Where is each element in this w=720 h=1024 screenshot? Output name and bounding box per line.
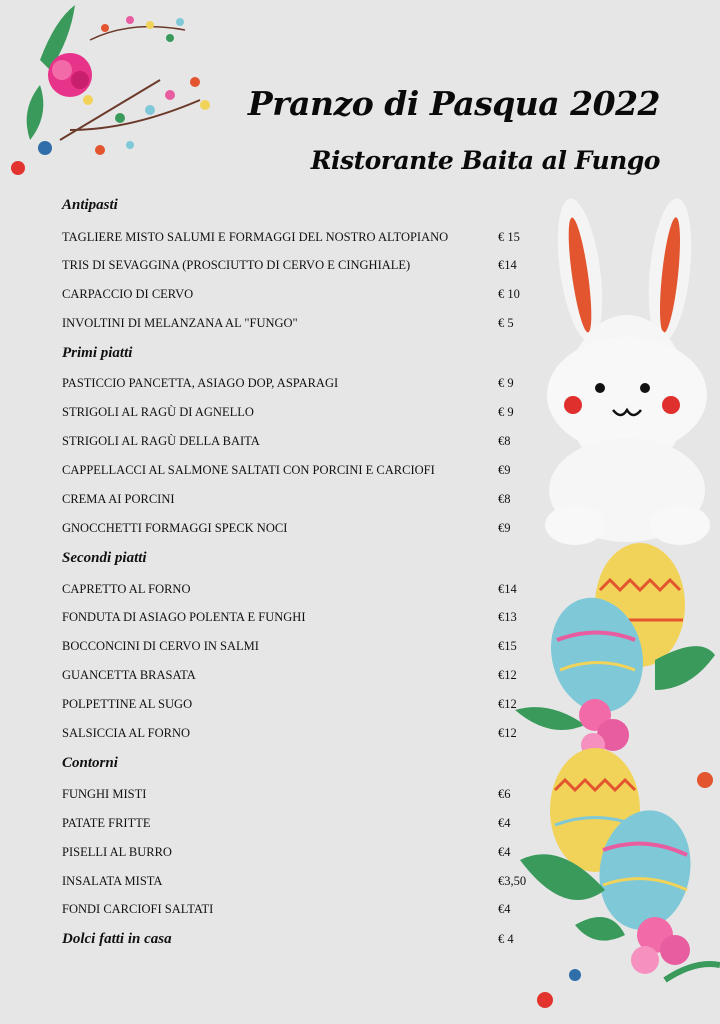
menu-item <box>62 872 532 890</box>
item-name: FONDI CARCIOFI SALTATI <box>62 902 214 916</box>
item-price: €4 <box>498 845 511 859</box>
item-price: €8 <box>498 434 511 448</box>
menu-item <box>62 285 532 303</box>
item-name: FONDUTA DI ASIAGO POLENTA E FUNGHI <box>62 610 306 624</box>
item-name: INVOLTINI DI MELANZANA AL "FUNGO" <box>62 316 298 330</box>
dolci-label: Dolci fatti in casa <box>62 931 172 947</box>
item-name: TAGLIERE MISTO SALUMI E FORMAGGI DEL NOSTRO ALTOPIANO <box>62 230 449 244</box>
item-price: €6 <box>498 787 511 801</box>
restaurant-name: Ristorante Baita al Fungo <box>310 146 660 175</box>
menu-item <box>62 843 532 861</box>
menu-item <box>62 461 532 479</box>
item-name: CAPPELLACCI AL SALMONE SALTATI CON PORCINI E CARCIOFI <box>62 463 435 477</box>
item-name: STRIGOLI AL RAGÙ DI AGNELLO <box>62 405 254 419</box>
menu-item <box>62 490 532 508</box>
item-name: TRIS DI SEVAGGINA (PROSCIUTTO DI CERVO E CINGHIALE) <box>62 258 411 272</box>
menu-item <box>62 814 532 832</box>
item-name: CAPRETTO AL FORNO <box>62 582 191 596</box>
menu-item <box>62 637 532 655</box>
menu-item <box>62 695 532 713</box>
item-name: STRIGOLI AL RAGÙ DELLA BAITA <box>62 434 260 448</box>
item-price: € 5 <box>498 316 514 330</box>
item-name: POLPETTINE AL SUGO <box>62 697 193 711</box>
section-heading-secondi: Secondi piatti <box>62 550 147 566</box>
item-name: INSALATA MISTA <box>62 874 163 888</box>
item-price: €4 <box>498 902 511 916</box>
item-price: €12 <box>498 697 517 711</box>
item-name: PISELLI AL BURRO <box>62 845 172 859</box>
item-name: CREMA AI PORCINI <box>62 492 175 506</box>
item-price: € 4 <box>498 932 514 946</box>
item-price: €9 <box>498 463 511 477</box>
item-price: €14 <box>498 582 517 596</box>
menu-item <box>62 256 532 274</box>
item-price: €4 <box>498 816 511 830</box>
item-name: GNOCCHETTI FORMAGGI SPECK NOCI <box>62 521 288 535</box>
item-name: GUANCETTA BRASATA <box>62 668 196 682</box>
item-price: €3,50 <box>498 874 527 888</box>
menu-item <box>62 724 532 742</box>
item-price: €14 <box>498 258 517 272</box>
item-price: €12 <box>498 668 517 682</box>
menu-item <box>62 519 532 537</box>
item-name: PASTICCIO PANCETTA, ASIAGO DOP, ASPARAGI <box>62 376 339 390</box>
section-heading-contorni: Contorni <box>62 755 118 771</box>
menu-item <box>62 374 532 392</box>
item-price: €9 <box>498 521 511 535</box>
item-name: BOCCONCINI DI CERVO IN SALMI <box>62 639 259 653</box>
section-heading-dolci <box>62 930 532 948</box>
easter-egg-icon <box>515 540 720 1024</box>
menu-item <box>62 785 532 803</box>
section-heading-primi: Primi piatti <box>62 345 133 361</box>
menu-item <box>62 580 532 598</box>
menu-item <box>62 432 532 450</box>
item-price: €8 <box>498 492 511 506</box>
section-heading-antipasti: Antipasti <box>62 197 118 213</box>
item-price: €13 <box>498 610 517 624</box>
menu-item <box>62 608 532 626</box>
item-price: € 15 <box>498 230 520 244</box>
easter-bunny-icon <box>535 195 720 560</box>
item-name: PATATE FRITTE <box>62 816 151 830</box>
menu-item <box>62 666 532 684</box>
item-price: €12 <box>498 726 517 740</box>
item-name: FUNGHI MISTI <box>62 787 147 801</box>
item-price: € 9 <box>498 405 514 419</box>
menu-item <box>62 314 532 332</box>
item-name: SALSICCIA AL FORNO <box>62 726 191 740</box>
item-name: CARPACCIO DI CERVO <box>62 287 194 301</box>
item-price: € 9 <box>498 376 514 390</box>
menu-item <box>62 228 532 246</box>
menu-item <box>62 900 532 918</box>
menu-item <box>62 403 532 421</box>
item-price: €15 <box>498 639 517 653</box>
page-title: Pranzo di Pasqua 2022 <box>247 84 660 123</box>
item-price: € 10 <box>498 287 520 301</box>
